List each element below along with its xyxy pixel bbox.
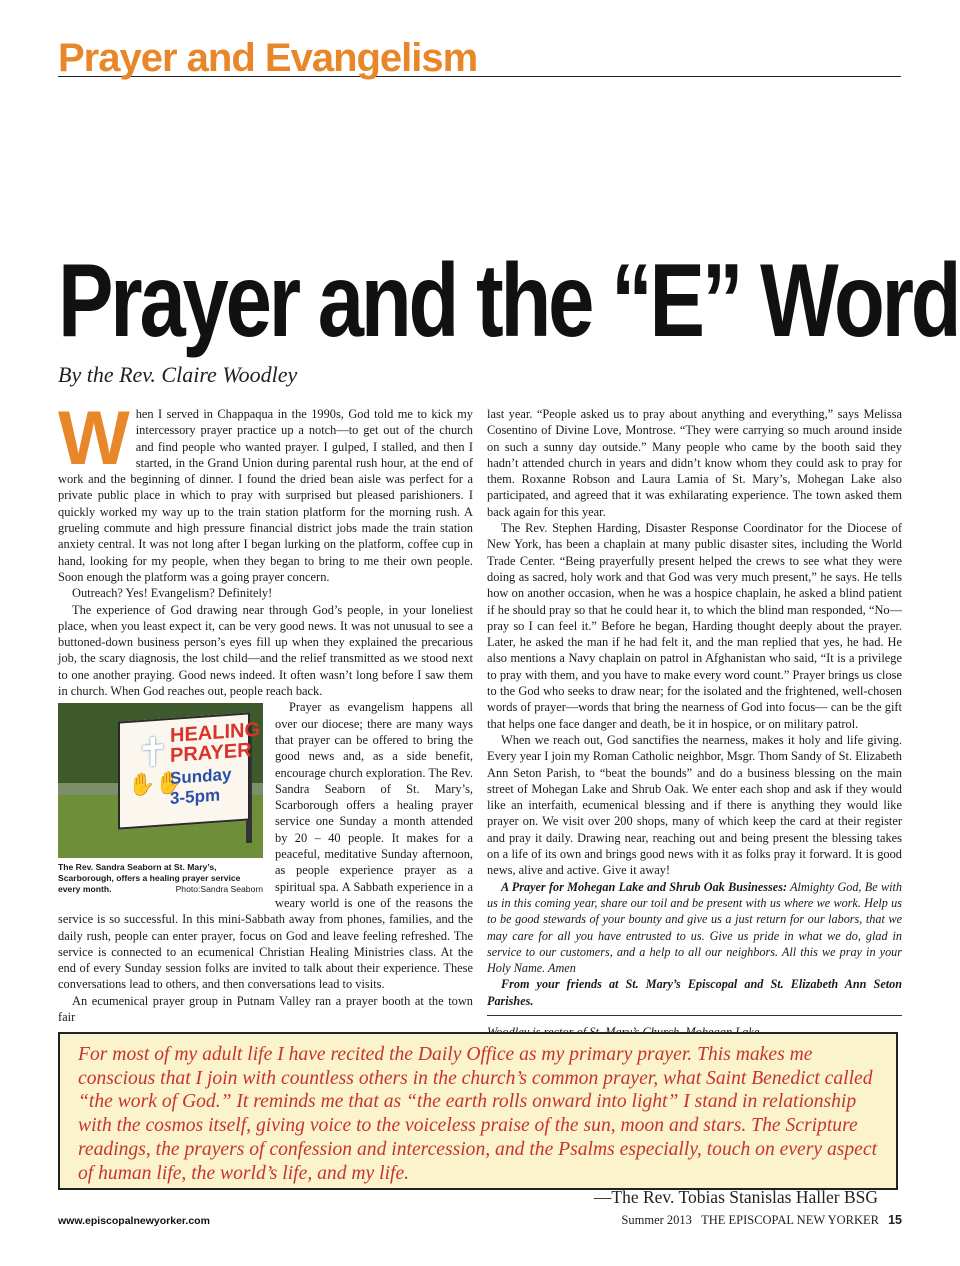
pull-quote-text: For most of my adult life I have recited the Daily Office as my primary prayer. This makes me conscious that I join with countless others in the church’s common prayer, what Saint Benedict called “the work of God.” It reminds me that as “the earth rolls onward into light” I stand in relationship with the cosmos itself, giving voice to the voiceless praise of the sun, moon and stars. The Scripture readings, the prayers of confession and intercession, and the Psalms especially, touch on every aspect of human life, the world’s life, and my life. — [78, 1044, 878, 1184]
footer-publication: THE EPISCOPAL NEW YORKER — [701, 1213, 879, 1227]
footer-url[interactable]: www.episcopalnewyorker.com — [58, 1215, 210, 1227]
paragraph-6: last year. “People asked us to pray about anything and everything,” says Melissa Cosentino of Divine Love, Montrose. “They were carrying so much around inside on such a sunny day outside.” Many people who came by the booth said they hadn’t attended church in years and didn’t know whom they could ask to pray for them. Roxanne Robson and Laura Lamia of St. Mary’s, Mohegan Lake also participated, and agreed that it was exhilarating experience. The town asked them back again for this year. — [487, 407, 902, 519]
article-column-left — [58, 396, 473, 1025]
article-column-right — [487, 406, 902, 1040]
headline: Prayer and the “E” Word — [58, 243, 959, 359]
paragraph-3: The experience of God drawing near through God’s people, in your loneliest place, when you least expect it, can be very good news. It was not unusual to see a buttoned-down business person’s eyes fill up when they explained the precarious job, the scary diagnosis, the lost child—and the relief transmitted as we stood next to one another praying. Good news indeed. It often wasn’t long before I saw them in church. When God reaches out, people reach back. — [58, 602, 473, 699]
paragraph-5: An ecumenical prayer group in Putnam Valley ran a prayer booth at the town fair — [58, 993, 473, 1024]
paragraph-7: The Rev. Stephen Harding, Disaster Response Coordinator for the Diocese of New York, has been a chaplain at many public disaster sites, including the World Trade Center. “Being prayerfully present helped the crews to see what they were doing as sacred, holy work and that God was very much present,” he says. He tells how on another occasion, when he was a hospice chaplain, he asked a blind patient if he should pray so that he could hear it, to which the blind man responded, “No—pray so I can feel it.” Before he began, Harding thought deeply about the prayer. Later, he asked the man if he had felt it, and the man replied that yes, he had. He also mentions a Navy chaplain on patrol in Afghanistan who said, “It is a privilege to pray with them, and you have to make every word count.” Prayer brings us close to the God who seeks to draw near; for the isolated and the frightened, well-chosen words of prayer—words that bring the nearness of God into focus— can be the gift that helps one face danger and death, be it in hospice, or on military patrol. — [487, 521, 902, 731]
photo-figure — [58, 703, 263, 895]
cross-icon: ✝ — [136, 729, 170, 778]
sign-text-healing: HEALING — [170, 719, 260, 748]
pull-quote-attribution: —The Rev. Tobias Stanislas Haller BSG — [593, 1187, 878, 1208]
paragraph-8: When we reach out, God sanctifies the nearness, makes it holy and life giving. Every year I join my Roman Catholic neighbor, Msgr. Thom Sandy of St. Elizabeth Ann Seton Parish, to “beat the bounds” and do a business blessing on the main street of Mohegan Lake and Shrub Oak. We enter each shop and ask if they would like an interfaith, ecumenical blessing and if there is anything they would like prayer on. We visit over 200 shops, many of which keep the card at their register and pray it daily. Drawing near, reaching out and being present the blessing takes on a life of its own and brings good news with it as folks pray it forward. It is good news, alive and active. Give it away! — [487, 732, 902, 878]
sign-text-prayer: PRAYER — [170, 739, 252, 768]
section-header — [58, 36, 901, 80]
drop-cap: W — [58, 396, 130, 481]
photo-credit: Photo:Sandra Seaborn — [175, 884, 263, 895]
healing-prayer-photo — [58, 703, 263, 858]
paragraph-1: When I served in Chappaqua in the 1990s, God told me to kick my intercessory prayer practice up a notch—to get out of the church and find people who wanted prayer. I gulped, I stalled, and then I started, in the Grand Union during parental rush hour, at the end of work and the beginning of dinner. I found the dried bean aisle was perfect for a private public place in which to pray with surprised but pleased parishioners. I quickly worked my way up to the train station platform for the morning rush. A grueling commute and high pressure financial district jobs made the train station anxiety central. It was not long after I began lurking on the platform, coffee cup in hand, looking for my people, when they began to bring to me their own people. Soon enough the platform was a going prayer concern. — [58, 396, 473, 584]
footer-issue-info — [621, 1213, 902, 1228]
paragraph-4: Prayer as evangelism happens all over our diocese; there are many ways that prayer can be offered to bring the good news and, as a side benefit, encourage church exploration. The Rev. Sandra Seaborn of St. Mary’s, Scarborough offers a healing prayer service one Sunday a month attended by 20 – 40 people. It makes for a peaceful, meditative Sunday afternoon, as people experience prayer as a spiritual spa. A Sabbath experience in a weary world is one of the reasons the service is so successful. In this mini-Sabbath away from phones, families, and the daily rush, people can enter prayer, focus on God and leave feeling refreshed. The service is connected to an ecumenical Christian Healing Ministries class. At the end of every Sunday session folks are invited to talk about their experience. These conversations lead to others, and then conversations lead to visits. — [58, 700, 473, 992]
sign-text-sunday: Sunday — [170, 765, 232, 789]
byline: By the Rev. Claire Woodley — [58, 362, 298, 387]
page-number: 15 — [888, 1213, 902, 1227]
healing-prayer-sign — [118, 713, 260, 830]
sign-text-time: 3-5pm — [170, 785, 221, 809]
paragraph-2: Outreach? Yes! Evangelism? Definitely! — [72, 586, 273, 601]
footer-issue: Summer 2013 — [621, 1213, 692, 1227]
photo-caption: The Rev. Sandra Seaborn at St. Mary’s, Scarborough, offers a healing prayer service every month. Photo:Sandra Seaborn — [58, 862, 263, 895]
raised-hands-icon: ✋✋ — [128, 770, 183, 800]
prayer-signoff: From your friends at St. Mary’s Episcopal and St. Elizabeth Ann Seton Parishes. — [487, 977, 902, 1008]
divider — [487, 1015, 902, 1016]
pull-quote-box — [58, 1032, 898, 1208]
prayer-title: A Prayer for Mohegan Lake and Shrub Oak Businesses: — [501, 879, 787, 894]
prayer-body: Almighty God, Be with us in this coming year, share our toil and be present with us where we work. Help us to be good stewards of your bounty and give us a just return for our labors, that we may care for all you have entrusted to us. Give us pride in what we do, glad in service to our customers, and a help to all our neighbors. All this we pray in your Holy Name. Amen — [487, 879, 902, 976]
section-title: Prayer and Evangelism — [58, 36, 478, 80]
business-prayer — [487, 879, 902, 977]
